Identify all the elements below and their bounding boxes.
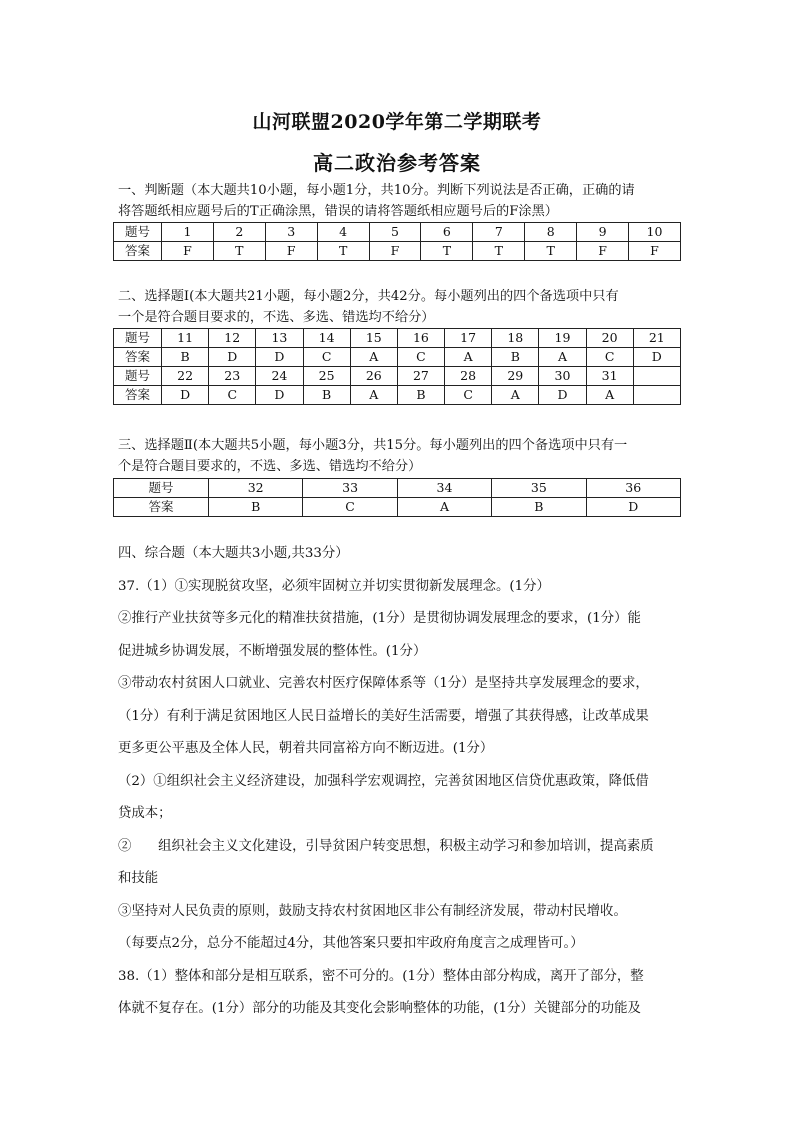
section3-heading: [118, 435, 688, 477]
row-header-cell: 题号: [114, 223, 162, 242]
section3-heading-line: 个是符合题目要求的，不选、多选、错选均不给分）: [118, 459, 422, 474]
answer-line: 和技能: [118, 871, 159, 886]
table-cell: A: [350, 386, 397, 405]
table-cell: D: [633, 348, 680, 367]
table-cell: 4: [317, 223, 369, 242]
table-cell: 14: [303, 329, 350, 348]
table-cell: 25: [303, 367, 350, 386]
table-cell: 28: [445, 367, 492, 386]
table-cell: B: [162, 348, 209, 367]
answer-line: 体就不复存在。(1分）部分的功能及其变化会影响整体的功能，(1分）关键部分的功能及: [118, 1001, 641, 1016]
table-cell: B: [303, 386, 350, 405]
table-cell: 34: [397, 479, 491, 498]
answer-line: ③坚持对人民负责的原则，鼓励支持农村贫困地区非公有制经济发展，带动村民增收。: [118, 903, 627, 919]
table-cell: 32: [209, 479, 303, 498]
section3-heading-line: 三、选择题Ⅱ(本大题共5小题，每小题3分，共15分。每小题列出的四个备选项中只有一: [118, 438, 628, 453]
table-cell: 20: [586, 329, 633, 348]
table-row: [114, 367, 681, 386]
table-cell: 6: [421, 223, 473, 242]
answer-line: 38.（1）整体和部分是相互联系，密不可分的。(1分）整体由部分构成，离开了部分，整: [118, 968, 644, 984]
table-cell: 27: [397, 367, 444, 386]
section1-heading: [118, 180, 688, 222]
table-cell: 11: [162, 329, 209, 348]
section2-heading: [118, 286, 688, 328]
table-row: [114, 348, 681, 367]
table-cell: 24: [256, 367, 303, 386]
table-cell: 3: [265, 223, 317, 242]
table-cell: 9: [577, 223, 629, 242]
section4-heading: 四、综合题（本大题共3小题,共33分）: [118, 546, 349, 561]
table-cell: T: [317, 242, 369, 261]
section2-heading-line: 二、选择题Ⅰ(本大题共21小题，每小题2分，共42分。每小题列出的四个备选项中只有: [118, 289, 619, 304]
answer-line: ② 组织社会主义文化建设，引导贫困户转变思想，积极主动学习和参加培训，提高素质: [118, 838, 654, 854]
section4-body: [118, 538, 680, 1026]
table-cell: A: [539, 348, 586, 367]
table-cell: B: [209, 498, 303, 517]
table-cell: D: [539, 386, 586, 405]
answer-line: ③带动农村贫困人口就业、完善农村医疗保障体系等（1分）是坚持共享发展理念的要求，: [118, 676, 649, 691]
table-cell: 22: [162, 367, 209, 386]
table-cell: A: [492, 386, 539, 405]
page-title: 山河联盟2020学年第二学期联考: [252, 111, 542, 133]
table-cell: [633, 367, 680, 386]
row-header-cell: 题号: [114, 367, 162, 386]
page-subtitle: 高二政治参考答案: [313, 151, 481, 175]
table-row: [114, 498, 681, 517]
table-cell: D: [162, 386, 209, 405]
table-cell: F: [369, 242, 421, 261]
table-cell: B: [397, 386, 444, 405]
table-cell: T: [213, 242, 265, 261]
answer-line: 更多更公平惠及全体人民，朝着共同富裕方向不断迈进。(1分）: [118, 741, 494, 756]
table-cell: 18: [492, 329, 539, 348]
table-cell: 31: [586, 367, 633, 386]
table-cell: 13: [256, 329, 303, 348]
table-cell: 21: [633, 329, 680, 348]
answer-line: ②推行产业扶贫等多元化的精准扶贫措施，(1分）是贯彻协调发展理念的要求，(1分）能: [118, 611, 641, 626]
table-cell: F: [162, 242, 214, 261]
table-cell: D: [256, 386, 303, 405]
table-cell: T: [525, 242, 577, 261]
table-row: [114, 329, 681, 348]
table-cell: 15: [350, 329, 397, 348]
table-cell: 19: [539, 329, 586, 348]
table-cell: C: [303, 498, 397, 517]
row-header-cell: 题号: [114, 329, 162, 348]
section1-heading-line: 一、判断题（本大题共10小题，每小题1分，共10分。判断下列说法是否正确，正确的请: [118, 183, 635, 198]
table-row: [114, 242, 681, 261]
table-row: [114, 386, 681, 405]
table-cell: 7: [473, 223, 525, 242]
table-cell: T: [421, 242, 473, 261]
table-cell: 36: [586, 479, 680, 498]
section2-heading-line: 一个是符合题目要求的，不选、多选、错选均不给分）: [118, 310, 435, 325]
row-header-cell: 答案: [114, 386, 162, 405]
table-cell: C: [303, 348, 350, 367]
answer-line: 促进城乡协调发展，不断增强发展的整体性。(1分）: [118, 643, 427, 659]
table-cell: T: [473, 242, 525, 261]
table-cell: 35: [492, 479, 586, 498]
table-cell: 10: [629, 223, 681, 242]
section3-answer-table: [113, 478, 681, 517]
table-cell: D: [586, 498, 680, 517]
table-cell: 29: [492, 367, 539, 386]
table-cell: D: [209, 348, 256, 367]
table-cell: A: [586, 386, 633, 405]
row-header-cell: 答案: [114, 498, 209, 517]
row-header-cell: 答案: [114, 348, 162, 367]
table-cell: C: [397, 348, 444, 367]
table-cell: A: [350, 348, 397, 367]
table-cell: 33: [303, 479, 397, 498]
answer-line: （1分）有利于满足贫困地区人民日益增长的美好生活需要，增强了其获得感，让改革成果: [118, 708, 649, 724]
table-cell: A: [397, 498, 491, 517]
table-cell: 2: [213, 223, 265, 242]
table-cell: B: [492, 498, 586, 517]
table-cell: 1: [162, 223, 214, 242]
table-cell: F: [577, 242, 629, 261]
table-row: [114, 223, 681, 242]
table-cell: 26: [350, 367, 397, 386]
section2-answer-table: [113, 328, 681, 405]
table-cell: C: [586, 348, 633, 367]
answer-line: 贷成本；: [118, 806, 172, 821]
answer-line: （每要点2分，总分不能超过4分，其他答案只要扣牢政府角度言之成理皆可。）: [118, 936, 584, 951]
table-cell: 5: [369, 223, 421, 242]
table-cell: 8: [525, 223, 577, 242]
table-cell: F: [629, 242, 681, 261]
row-header-cell: 答案: [114, 242, 162, 261]
section1-answer-table: [113, 222, 681, 261]
table-cell: D: [256, 348, 303, 367]
table-cell: 12: [209, 329, 256, 348]
answer-line: （2）①组织社会主义经济建设，加强科学宏观调控，完善贫困地区信贷优惠政策，降低借: [118, 773, 649, 789]
table-cell: 16: [397, 329, 444, 348]
table-row: [114, 479, 681, 498]
section1-heading-line: 将答题纸相应题号后的T正确涂黑，错误的请将答题纸相应题号后的F涂黑）: [118, 204, 558, 219]
table-cell: F: [265, 242, 317, 261]
table-cell: [633, 386, 680, 405]
answer-line: 37.（1）①实现脱贫攻坚，必须牢固树立并切实贯彻新发展理念。(1分）: [118, 578, 550, 594]
table-cell: 23: [209, 367, 256, 386]
table-cell: C: [209, 386, 256, 405]
table-cell: 17: [445, 329, 492, 348]
table-cell: B: [492, 348, 539, 367]
table-cell: A: [445, 348, 492, 367]
table-cell: C: [445, 386, 492, 405]
table-cell: 30: [539, 367, 586, 386]
row-header-cell: 题号: [114, 479, 209, 498]
